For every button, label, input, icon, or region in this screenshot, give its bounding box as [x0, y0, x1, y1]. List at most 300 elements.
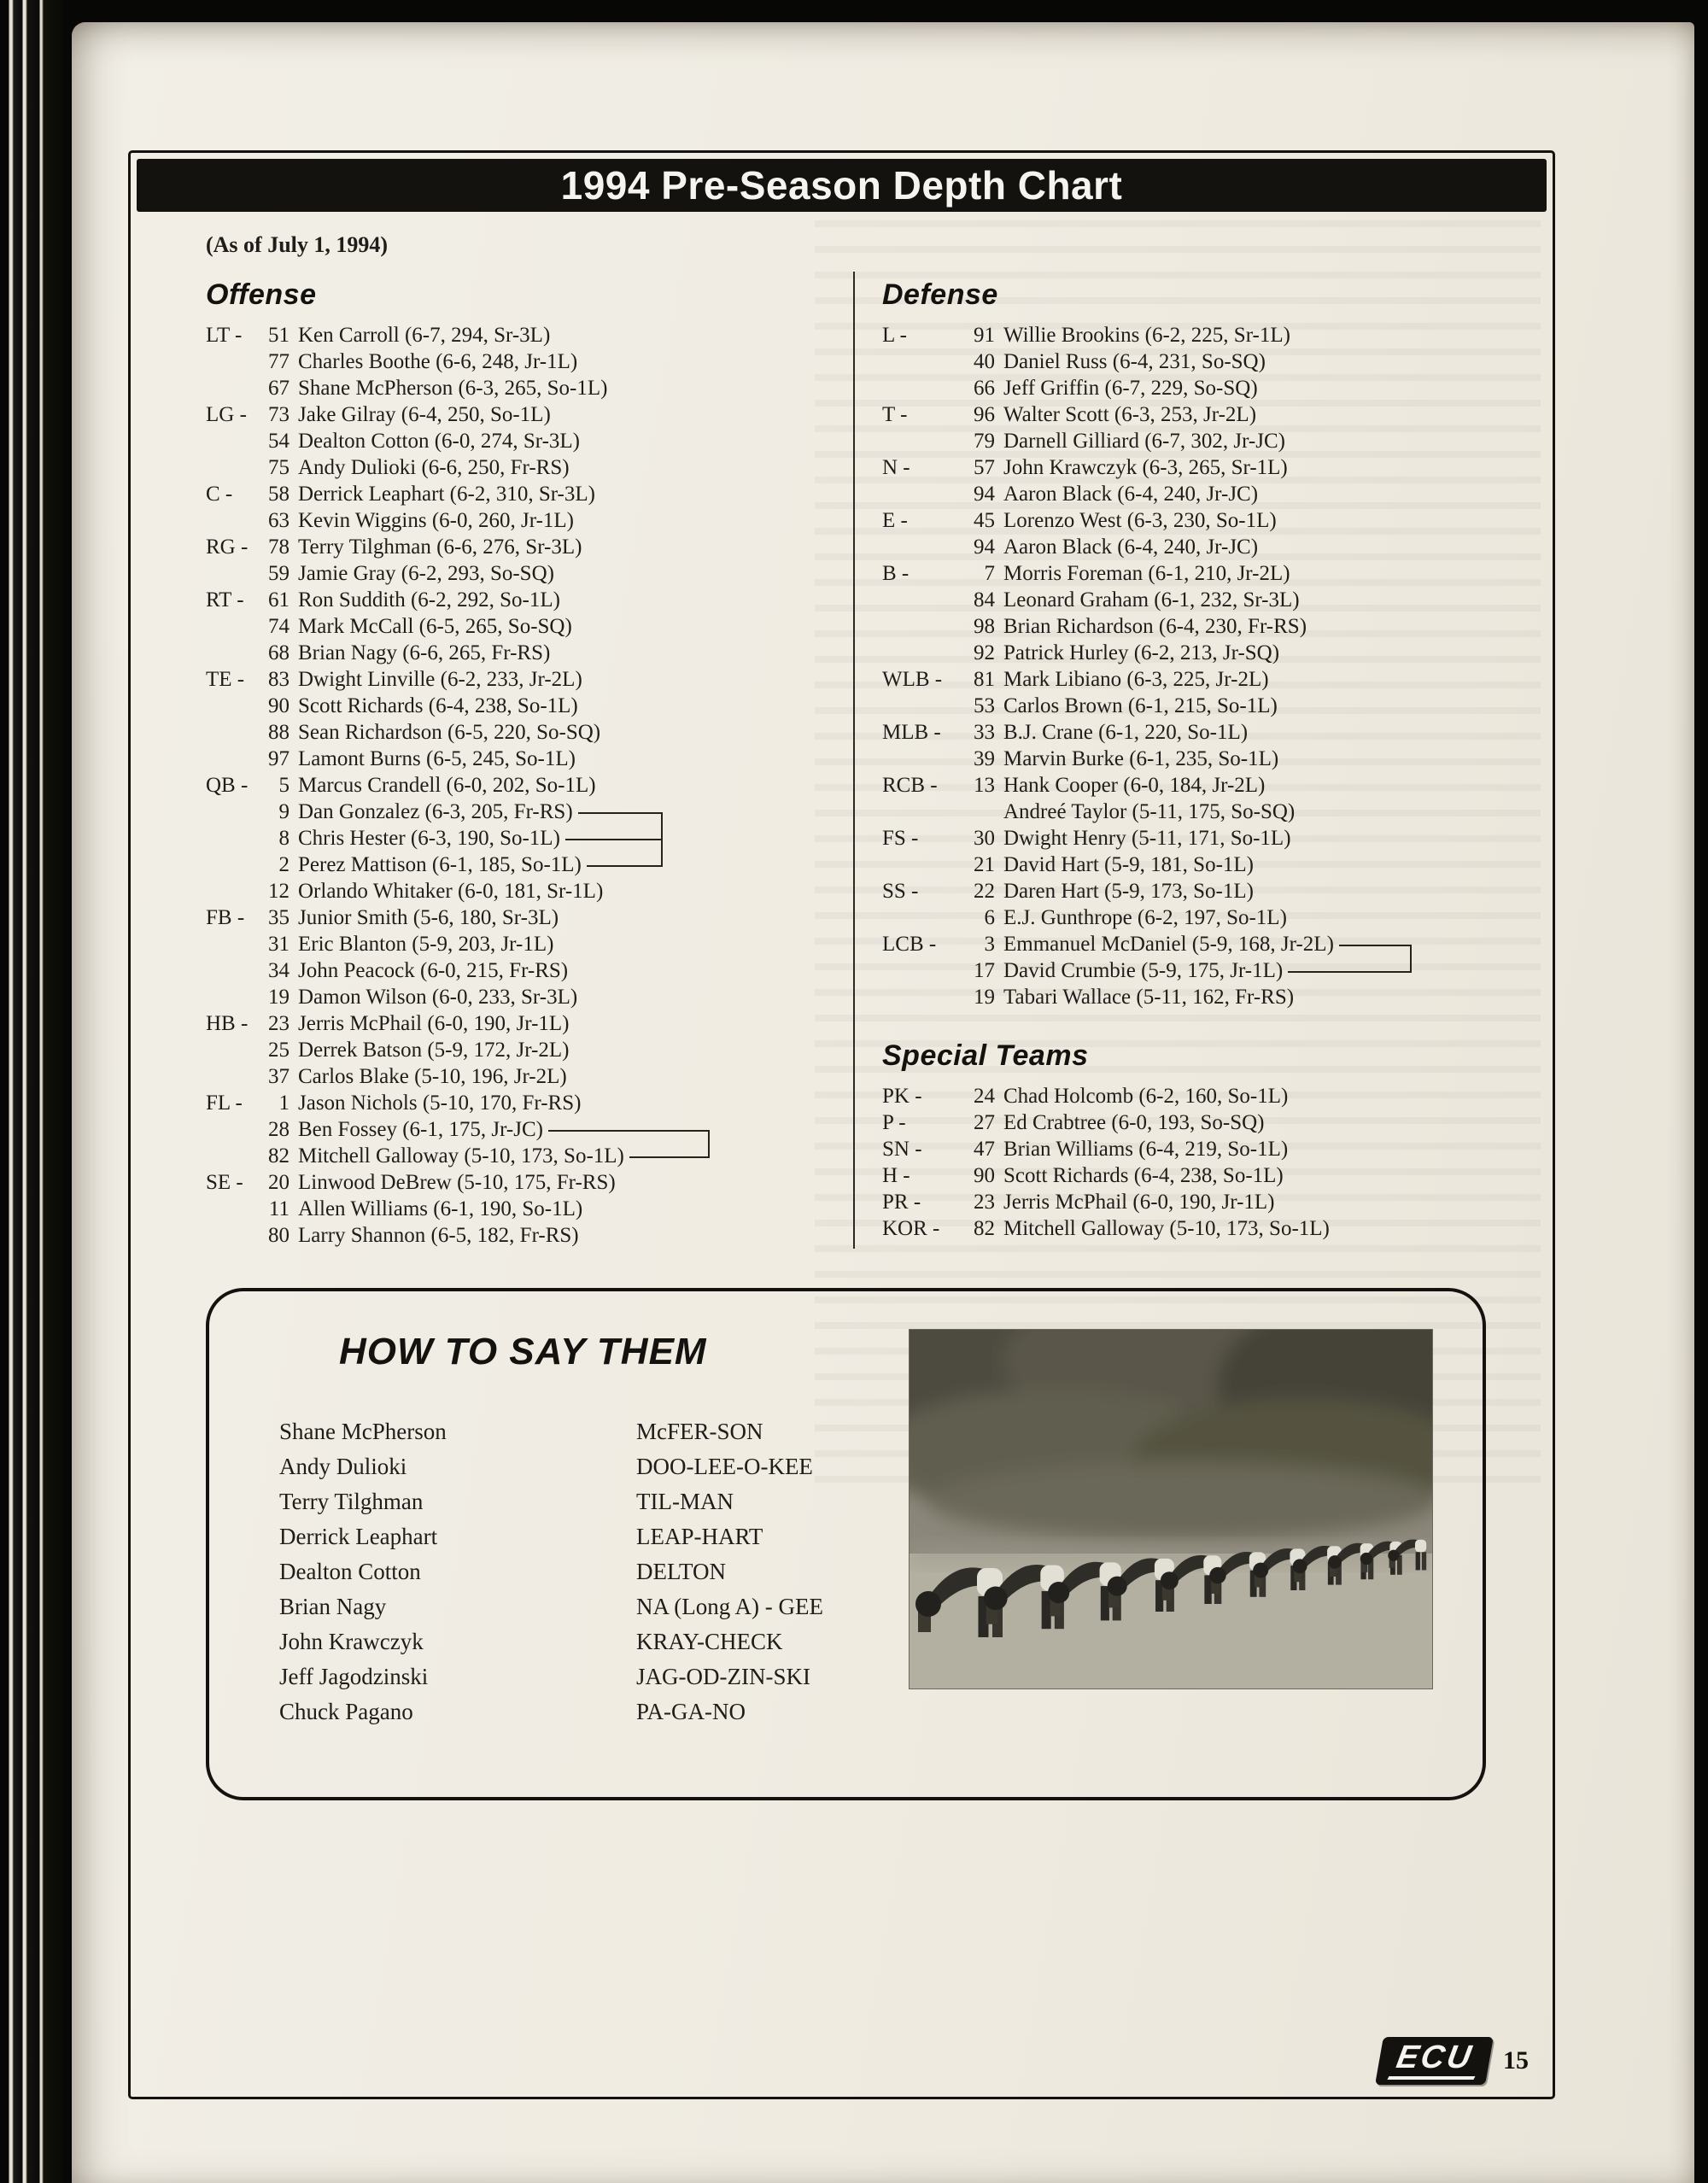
- player-row: [206, 878, 663, 904]
- depth-chart-columns: [206, 272, 1501, 1249]
- jersey-number: 6: [984, 905, 995, 929]
- pronunciation: LEAP-HART: [636, 1524, 763, 1549]
- player-name: Hank Cooper (6-0, 184, Jr-2L): [1003, 773, 1266, 797]
- pronunciation-row: [279, 1554, 909, 1589]
- player-row: [206, 560, 853, 587]
- jersey-number: 80: [268, 1223, 290, 1247]
- jersey-number: 19: [974, 985, 995, 1009]
- player-name: Marcus Crandell (6-0, 202, So-1L): [298, 773, 596, 797]
- jersey-number: 90: [974, 1163, 995, 1187]
- player-name: Derrick Leaphart (6-2, 310, Sr-3L): [298, 482, 595, 506]
- player-name: Allen Williams (6-1, 190, So-1L): [298, 1197, 583, 1220]
- player-name: B.J. Crane (6-1, 220, So-1L): [1003, 720, 1249, 744]
- position-label: PK -: [882, 1084, 922, 1108]
- player-row: [882, 693, 1501, 719]
- player-row: [206, 693, 853, 719]
- player-row: [206, 587, 853, 613]
- pronunciation-list-area: [264, 1322, 909, 1771]
- jersey-number: 78: [268, 535, 290, 559]
- player-name: Brian Richardson (6-4, 230, Fr-RS): [1003, 614, 1307, 638]
- jersey-number: 27: [974, 1110, 995, 1134]
- jersey-number: 92: [974, 641, 995, 664]
- position-label: WLB -: [882, 667, 943, 691]
- jersey-number: 94: [974, 482, 995, 506]
- jersey-number: 88: [268, 720, 290, 744]
- player-row: [206, 1196, 853, 1222]
- player-name: Dwight Henry (5-11, 171, So-1L): [1003, 826, 1291, 850]
- player-name: Orlando Whitaker (6-0, 181, Sr-1L): [298, 879, 604, 903]
- player-name: Brian Nagy (6-6, 265, Fr-RS): [298, 641, 551, 664]
- player-row: [206, 375, 853, 401]
- player-name: Scott Richards (6-4, 238, So-1L): [298, 694, 578, 717]
- player-name: E.J. Gunthrope (6-2, 197, So-1L): [1003, 905, 1287, 929]
- position-label: FS -: [882, 826, 919, 850]
- player-row: [206, 322, 853, 348]
- player-row: [206, 904, 853, 931]
- player-row: [882, 1109, 1501, 1136]
- position-group-WLB: [882, 666, 1501, 719]
- position-group-B: [882, 560, 1501, 666]
- jersey-number: 82: [974, 1216, 995, 1240]
- player-row: [206, 1222, 853, 1249]
- player-name: Jeff Jagodzinski: [279, 1664, 429, 1689]
- position-group-C: [206, 481, 853, 534]
- jersey-number: 2: [278, 852, 290, 876]
- pronunciation-row: [279, 1694, 909, 1729]
- position-group-SN: [882, 1136, 1501, 1162]
- bracket-line: [578, 799, 663, 825]
- jersey-number: 57: [974, 455, 995, 479]
- position-label: SS -: [882, 879, 919, 903]
- player-name: Chad Holcomb (6-2, 160, So-1L): [1003, 1084, 1289, 1108]
- player-row: [882, 772, 1501, 799]
- position-group-RCB: [882, 772, 1501, 825]
- position-group-L: [882, 322, 1501, 401]
- jersey-number: 23: [268, 1011, 290, 1035]
- player-name: Andy Dulioki: [279, 1454, 407, 1479]
- jersey-number: 66: [974, 376, 995, 400]
- player-name: Emmanuel McDaniel (5-9, 168, Jr-2L): [1003, 932, 1334, 956]
- player-name: Walter Scott (6-3, 253, Jr-2L): [1003, 402, 1257, 426]
- jersey-number: 22: [974, 879, 995, 903]
- jersey-number: 25: [268, 1038, 290, 1062]
- jersey-number: 24: [974, 1084, 995, 1108]
- ecu-logo-text: ECU: [1393, 2040, 1477, 2076]
- player-name: Aaron Black (6-4, 240, Jr-JC): [1003, 482, 1259, 506]
- jersey-number: 28: [268, 1117, 290, 1141]
- jersey-number: 81: [974, 667, 995, 691]
- jersey-number: 1: [278, 1091, 290, 1115]
- player-name: Scott Richards (6-4, 238, So-1L): [1003, 1163, 1284, 1187]
- pronunciation-row: [279, 1449, 909, 1484]
- pronunciation: DOO-LEE-O-KEE: [636, 1454, 813, 1479]
- position-label: LCB -: [882, 932, 937, 956]
- jersey-number: 84: [974, 588, 995, 612]
- position-group-KOR: [882, 1215, 1501, 1242]
- position-label: SE -: [206, 1170, 243, 1194]
- position-group-LT: [206, 322, 853, 401]
- jersey-number: 9: [278, 799, 290, 823]
- as-of-date: (As of July 1, 1994): [206, 232, 389, 257]
- position-label: RT -: [206, 588, 244, 612]
- jersey-number: 51: [268, 323, 290, 347]
- special-teams-depth-list: [882, 1083, 1501, 1242]
- player-name: Charles Boothe (6-6, 248, Jr-1L): [298, 349, 578, 373]
- player-name: Kevin Wiggins (6-0, 260, Jr-1L): [298, 508, 574, 532]
- player-name: Shane McPherson (6-3, 265, So-1L): [298, 376, 608, 400]
- page-footer: [1379, 2037, 1529, 2085]
- position-group-T: [882, 401, 1501, 454]
- player-row: [206, 1063, 853, 1090]
- player-row: [882, 799, 1501, 825]
- jersey-number: 33: [974, 720, 995, 744]
- position-label: PR -: [882, 1190, 921, 1214]
- position-group-FL: [206, 1090, 710, 1169]
- player-row: [882, 375, 1501, 401]
- jersey-number: 59: [268, 561, 290, 585]
- jersey-number: 75: [268, 455, 290, 479]
- player-row: [206, 719, 853, 746]
- player-name: Marvin Burke (6-1, 235, So-1L): [1003, 746, 1279, 770]
- position-label: TE -: [206, 667, 245, 691]
- jersey-number: 58: [268, 482, 290, 506]
- position-label: FB -: [206, 905, 245, 929]
- bracket-line: [548, 1116, 710, 1143]
- position-group-LG: [206, 401, 853, 481]
- player-row: [206, 401, 853, 428]
- position-group-TE: [206, 666, 853, 772]
- position-label: KOR -: [882, 1216, 940, 1240]
- bracket-line: [629, 1143, 710, 1169]
- player-name: Mitchell Galloway (5-10, 173, So-1L): [1003, 1216, 1330, 1240]
- special-teams-heading: Special Teams: [882, 1039, 1089, 1072]
- player-row: [882, 1136, 1501, 1162]
- player-name: Derrick Leaphart: [279, 1524, 438, 1549]
- player-row: [206, 640, 853, 666]
- jersey-number: 90: [268, 694, 290, 717]
- player-row: [206, 772, 663, 799]
- player-row: [206, 1143, 710, 1169]
- pronunciation-row: [279, 1414, 909, 1449]
- position-group-RT: [206, 587, 853, 666]
- jersey-number: 30: [974, 826, 995, 850]
- defense-column: [853, 272, 1501, 1249]
- player-row: [206, 1090, 710, 1116]
- pronunciation-row: [279, 1624, 909, 1659]
- position-label: HB -: [206, 1011, 249, 1035]
- player-name: Carlos Brown (6-1, 215, So-1L): [1003, 694, 1278, 717]
- jersey-number: 31: [268, 932, 290, 956]
- player-row: [206, 931, 853, 957]
- player-row: [882, 481, 1501, 507]
- player-name: Jeff Griffin (6-7, 229, So-SQ): [1003, 376, 1258, 400]
- pronunciation: DELTON: [636, 1559, 727, 1584]
- player-row: [882, 1083, 1501, 1109]
- player-row: [206, 1010, 853, 1037]
- player-name: Patrick Hurley (6-2, 213, Jr-SQ): [1003, 641, 1280, 664]
- offense-heading: Offense: [206, 278, 317, 311]
- content-frame: [128, 150, 1555, 2099]
- player-name: John Krawczyk: [279, 1629, 424, 1654]
- position-label: P -: [882, 1110, 906, 1134]
- bracket-line: [587, 852, 663, 878]
- player-row: [882, 746, 1501, 772]
- jersey-number: 35: [268, 905, 290, 929]
- jersey-number: 13: [974, 773, 995, 797]
- jersey-number: 12: [268, 879, 290, 903]
- jersey-number: 67: [268, 376, 290, 400]
- jersey-number: 21: [974, 852, 995, 876]
- player-name: Ron Suddith (6-2, 292, So-1L): [298, 588, 560, 612]
- player-name: Jamie Gray (6-2, 293, So-SQ): [298, 561, 554, 585]
- player-name: Mark McCall (6-5, 265, So-SQ): [298, 614, 572, 638]
- practice-photo: [909, 1329, 1433, 1689]
- player-row: [882, 878, 1501, 904]
- player-row: [882, 428, 1501, 454]
- position-group-HB: [206, 1010, 853, 1090]
- jersey-number: 45: [974, 508, 995, 532]
- bracket-line: [565, 825, 663, 852]
- player-row: [206, 481, 853, 507]
- jersey-number: 77: [268, 349, 290, 373]
- player-name: Tabari Wallace (5-11, 162, Fr-RS): [1003, 985, 1295, 1009]
- pronunciation: KRAY-CHECK: [636, 1629, 783, 1654]
- player-name: Aaron Black (6-4, 240, Jr-JC): [1003, 535, 1259, 559]
- player-row: [882, 957, 1412, 984]
- player-name: Jason Nichols (5-10, 170, Fr-RS): [298, 1091, 582, 1115]
- player-name: Willie Brookins (6-2, 225, Sr-1L): [1003, 323, 1290, 347]
- player-name: Jake Gilray (6-4, 250, So-1L): [298, 402, 551, 426]
- jersey-number: 40: [974, 349, 995, 373]
- player-name: John Krawczyk (6-3, 265, Sr-1L): [1003, 455, 1288, 479]
- jersey-number: 47: [974, 1137, 995, 1161]
- player-row: [206, 348, 853, 375]
- position-group-RG: [206, 534, 853, 587]
- pronunciation-row: [279, 1519, 909, 1554]
- jersey-number: 94: [974, 535, 995, 559]
- player-row: [882, 1215, 1501, 1242]
- position-group-SS: [882, 878, 1501, 931]
- page-number: 15: [1503, 2046, 1529, 2075]
- player-row: [206, 1169, 853, 1196]
- player-row: [882, 534, 1501, 560]
- position-label: N -: [882, 455, 910, 479]
- player-name: Linwood DeBrew (5-10, 175, Fr-RS): [298, 1170, 616, 1194]
- player-row: [882, 507, 1501, 534]
- position-label: SN -: [882, 1137, 922, 1161]
- player-name: Terry Tilghman (6-6, 276, Sr-3L): [298, 535, 582, 559]
- player-row: [882, 401, 1501, 428]
- position-label: L -: [882, 323, 907, 347]
- jersey-number: 97: [268, 746, 290, 770]
- player-name: Eric Blanton (5-9, 203, Jr-1L): [298, 932, 554, 956]
- player-row: [882, 825, 1501, 852]
- player-row: [206, 984, 853, 1010]
- player-name: Brian Nagy: [279, 1594, 387, 1619]
- jersey-number: 37: [268, 1064, 290, 1088]
- player-name: John Peacock (6-0, 215, Fr-RS): [298, 958, 569, 982]
- pronunciation-row: [279, 1484, 909, 1519]
- position-group-LCB: [882, 931, 1412, 1010]
- player-name: Chuck Pagano: [279, 1699, 413, 1724]
- player-row: [206, 825, 663, 852]
- player-name: Jerris McPhail (6-0, 190, Jr-1L): [298, 1011, 570, 1035]
- player-row: [206, 799, 663, 825]
- player-row: [206, 428, 853, 454]
- player-name: Daren Hart (5-9, 173, So-1L): [1003, 879, 1254, 903]
- pronunciation: TIL-MAN: [636, 1489, 734, 1514]
- player-name: Dwight Linville (6-2, 233, Jr-2L): [298, 667, 582, 691]
- player-name: Daniel Russ (6-4, 231, So-SQ): [1003, 349, 1266, 373]
- player-name: Mitchell Galloway (5-10, 173, So-1L): [298, 1144, 624, 1168]
- book-page-edges: [0, 0, 72, 2183]
- player-row: [882, 613, 1501, 640]
- jersey-number: 96: [974, 402, 995, 426]
- position-group-QB: [206, 772, 663, 904]
- jersey-number: 3: [984, 932, 995, 956]
- jersey-number: 34: [268, 958, 290, 982]
- position-label: RCB -: [882, 773, 938, 797]
- player-row: [882, 587, 1501, 613]
- pronunciation: JAG-OD-ZIN-SKI: [636, 1664, 810, 1689]
- page-title: 1994 Pre-Season Depth Chart: [137, 159, 1547, 212]
- position-group-PR: [882, 1189, 1501, 1215]
- player-row: [882, 454, 1501, 481]
- pronunciation-box: [206, 1288, 1486, 1800]
- player-row: [206, 454, 853, 481]
- jersey-number: 53: [974, 694, 995, 717]
- player-row: [206, 1037, 853, 1063]
- player-row: [882, 348, 1501, 375]
- player-name: Ben Fossey (6-1, 175, Jr-JC): [298, 1117, 543, 1141]
- player-name: Ed Crabtree (6-0, 193, So-SQ): [1003, 1110, 1265, 1134]
- position-group-MLB: [882, 719, 1501, 772]
- player-name: Terry Tilghman: [279, 1489, 424, 1514]
- position-group-E: [882, 507, 1501, 560]
- player-row: [882, 931, 1412, 957]
- jersey-number: 61: [268, 588, 290, 612]
- player-name: Shane McPherson: [279, 1419, 447, 1444]
- jersey-number: 17: [974, 958, 995, 982]
- player-name: David Hart (5-9, 181, So-1L): [1003, 852, 1254, 876]
- position-label: C -: [206, 482, 233, 506]
- player-row: [882, 666, 1501, 693]
- jersey-number: 79: [974, 429, 995, 453]
- player-name: Lorenzo West (6-3, 230, So-1L): [1003, 508, 1277, 532]
- player-row: [206, 746, 853, 772]
- player-name: Dealton Cotton: [279, 1559, 421, 1584]
- player-row: [882, 719, 1501, 746]
- player-name: Mark Libiano (6-3, 225, Jr-2L): [1003, 667, 1269, 691]
- player-row: [882, 984, 1412, 1010]
- player-row: [882, 1162, 1501, 1189]
- player-name: Chris Hester (6-3, 190, So-1L): [298, 826, 560, 850]
- position-label: LT -: [206, 323, 243, 347]
- offense-column: [206, 272, 853, 1249]
- jersey-number: 5: [278, 773, 290, 797]
- bracket-line: [1288, 957, 1412, 984]
- player-name: Sean Richardson (6-5, 220, So-SQ): [298, 720, 601, 744]
- player-name: Ken Carroll (6-7, 294, Sr-3L): [298, 323, 551, 347]
- position-group-FB: [206, 904, 853, 1010]
- player-name: Larry Shannon (6-5, 182, Fr-RS): [298, 1223, 579, 1247]
- player-row: [206, 852, 663, 878]
- jersey-number: 20: [268, 1170, 290, 1194]
- player-row: [206, 666, 853, 693]
- player-name: Darnell Gilliard (6-7, 302, Jr-JC): [1003, 429, 1285, 453]
- position-label: B -: [882, 561, 910, 585]
- pronunciation-row: [279, 1659, 909, 1694]
- position-group-N: [882, 454, 1501, 507]
- jersey-number: 7: [984, 561, 995, 585]
- player-name: Derrek Batson (5-9, 172, Jr-2L): [298, 1038, 570, 1062]
- defense-heading: Defense: [882, 278, 998, 311]
- scanned-page: [72, 22, 1694, 2183]
- player-row: [206, 507, 853, 534]
- ecu-logo: [1375, 2037, 1494, 2085]
- jersey-number: 91: [974, 323, 995, 347]
- jersey-number: 83: [268, 667, 290, 691]
- position-label: MLB -: [882, 720, 941, 744]
- position-label: QB -: [206, 773, 249, 797]
- jersey-number: 19: [268, 985, 290, 1009]
- position-label: H -: [882, 1163, 910, 1187]
- position-label: RG -: [206, 535, 249, 559]
- player-row: [206, 1116, 710, 1143]
- player-row: [882, 322, 1501, 348]
- position-group-P: [882, 1109, 1501, 1136]
- jersey-number: 8: [278, 826, 290, 850]
- pronunciation-row: [279, 1589, 909, 1624]
- defense-depth-list: [882, 322, 1501, 1010]
- position-group-SE: [206, 1169, 853, 1249]
- jersey-number: 54: [268, 429, 290, 453]
- jersey-number: 98: [974, 614, 995, 638]
- bracket-line: [1339, 931, 1412, 957]
- player-name: Jerris McPhail (6-0, 190, Jr-1L): [1003, 1190, 1275, 1214]
- position-label: LG -: [206, 402, 247, 426]
- player-name: Andreé Taylor (5-11, 175, So-SQ): [1003, 799, 1296, 823]
- player-name: Carlos Blake (5-10, 196, Jr-2L): [298, 1064, 567, 1088]
- jersey-number: 63: [268, 508, 290, 532]
- player-row: [206, 613, 853, 640]
- pronunciation: PA-GA-NO: [636, 1699, 746, 1724]
- jersey-number: 23: [974, 1190, 995, 1214]
- player-name: Leonard Graham (6-1, 232, Sr-3L): [1003, 588, 1300, 612]
- pronunciation-list: [279, 1414, 909, 1729]
- position-group-PK: [882, 1083, 1501, 1109]
- player-name: Junior Smith (5-6, 180, Sr-3L): [298, 905, 559, 929]
- player-row: [882, 1189, 1501, 1215]
- player-name: Dealton Cotton (6-0, 274, Sr-3L): [298, 429, 581, 453]
- player-name: Brian Williams (6-4, 219, So-1L): [1003, 1137, 1289, 1161]
- jersey-number: 73: [268, 402, 290, 426]
- pronunciation: NA (Long A) - GEE: [636, 1594, 823, 1619]
- position-label: E -: [882, 508, 908, 532]
- jersey-number: 82: [268, 1144, 290, 1168]
- player-name: Lamont Burns (6-5, 245, So-1L): [298, 746, 576, 770]
- player-name: Dan Gonzalez (6-3, 205, Fr-RS): [298, 799, 573, 823]
- jersey-number: 74: [268, 614, 290, 638]
- jersey-number: 39: [974, 746, 995, 770]
- pronunciation: McFER-SON: [636, 1419, 763, 1444]
- player-row: [206, 534, 853, 560]
- player-row: [882, 904, 1501, 931]
- player-name: Andy Dulioki (6-6, 250, Fr-RS): [298, 455, 570, 479]
- offense-depth-list: [206, 322, 853, 1249]
- ecu-logo-swoosh: [1387, 2076, 1475, 2080]
- position-label: FL -: [206, 1091, 243, 1115]
